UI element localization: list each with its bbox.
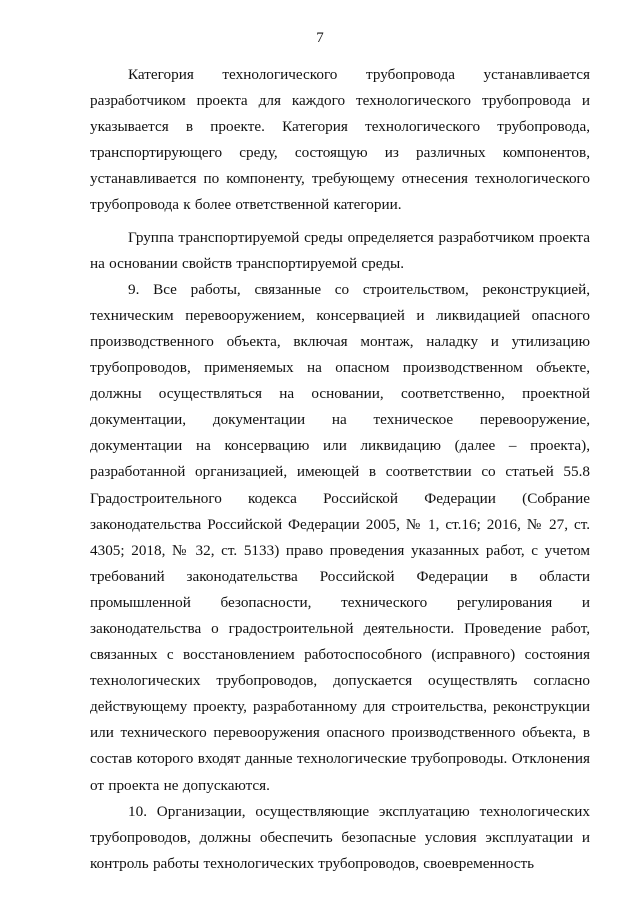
paragraph-item-10: 10. Организации, осуществляющие эксплуатацию технологических трубопроводов, должны обеспечить безопасные условия эксплуатации и контроль работы технологических трубопроводов, своевременность (90, 802, 590, 872)
paragraph-pipeline-category: Категория технологического трубопровода устанавливается разработчиком проекта для каждого технологического трубопровода и указывается в проекте. Категория технологического трубопровода, транспортирующего среду, состоящую из различных компонентов, устанавливается по компоненту, требующему отнесения технологического трубопровода к более ответственной категории. (90, 66, 590, 214)
document-body (90, 62, 590, 877)
paragraph-item-9: 9. Все работы, связанные со строительством, реконструкцией, техническим перевооружением, консервацией и ликвидацией опасного производственного объекта, включая монтаж, наладку и утилизацию трубопроводов, применяемых на опасном производственном объекте, должны осуществляться на основании, соответственно, проектной документации, документации на техническое перевооружение, документации на консервацию или ликвидацию (далее – проекта), разработанной организацией, имеющей в соответствии со статьей 55.8 Градостроительного кодекса Российской Федерации (Собрание законодательства Российской Федерации 2005, № 1, ст.16; 2016, № 27, ст. 4305; 2018, № 32, ст. 5133) право проведения указанных работ, с учетом требований законодательства Российской Федерации в области промышленной безопасности, технического регулирования и законодательства о градостроительной деятельности. Проведение работ, связанных с восстановлением работоспособного (исправного) состояния технологических трубопроводов, допускается осуществлять согласно действующему проекту, разработанному для строительства, реконструкции или технического перевооружения опасного производственного объекта, в состав которого входят данные технологические трубопроводы. Отклонения от проекта не допускаются. (90, 280, 590, 794)
paragraph-medium-group: Группа транспортируемой среды определяется разработчиком проекта на основании свойств транспортируемой среды. (90, 228, 590, 272)
page-number: 7 (316, 30, 324, 46)
